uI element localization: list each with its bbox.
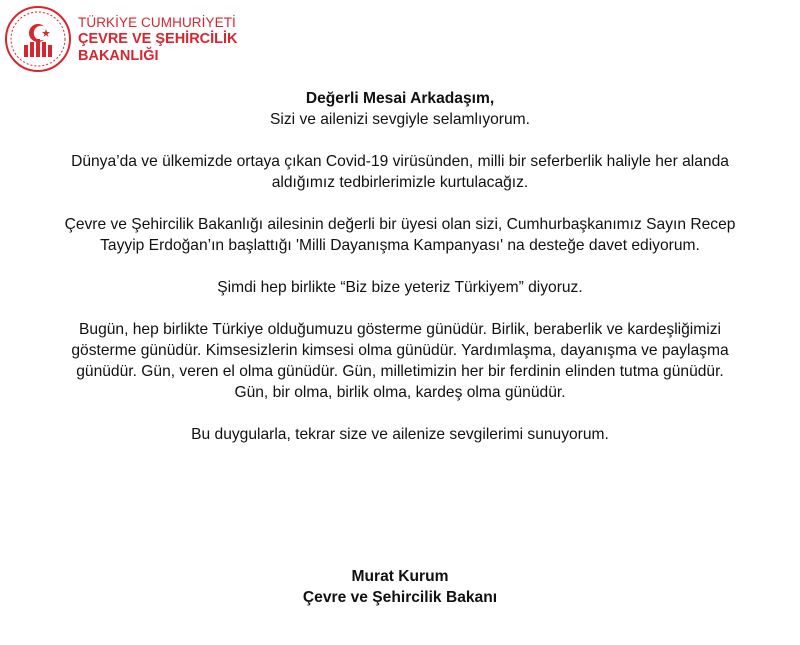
signatory-name: Murat Kurum — [351, 568, 449, 585]
letter-paragraph: Şimdi hep birlikte “Biz bize yeteriz Türkiyem” diyoruz. — [217, 279, 583, 296]
letter-body — [60, 88, 740, 466]
letter-salute: Sizi ve ailenizi sevgiyle selamlıyorum. — [270, 111, 530, 128]
signatory-title: Çevre ve Şehircilik Bakanı — [302, 589, 498, 606]
ministry-name — [78, 14, 238, 65]
logo-line-ministry: ÇEVRE VE ŞEHİRCİLİK — [78, 30, 238, 47]
letter-greeting: Değerli Mesai Arkadaşım, — [305, 90, 495, 107]
logo-line-republic: TÜRKİYE CUMHURİYETİ — [78, 14, 236, 30]
letter-paragraph: Dünya’da ve ülkemizde ortaya çıkan Covid-19 virüsünden, milli bir seferberlik haliyle her alanda aldığımız tedbirlerimizle kurtulacağız. — [71, 153, 729, 191]
letter-paragraph: Bugün, hep birlikte Türkiye olduğumuzu gösterme günüdür. Birlik, beraberlik ve kardeşliğimizi gösterme günüdür. Kimsesizlerin kimsesi olma günüdür. Yardımlaşma, dayanışma ve paylaşma günüdür. Gün, veren el olma günüdür. Gün, milletimizin her bir ferdinin elinden tutma günüdür. Gün, bir olma, birlik olma, kardeş olma günüdür. — [71, 321, 729, 401]
ministry-header — [4, 4, 238, 74]
ministry-emblem-icon — [4, 5, 72, 73]
letter-paragraph: Çevre ve Şehircilik Bakanlığı ailesinin değerli bir üyesi olan sizi, Cumhurbaşkanımız Sayın Recep Tayyip Erdoğan’ın başlattığı 'Milli Dayanışma Kampanyası' na desteğe davet ediyorum. — [64, 216, 736, 254]
logo-line-bakanligi: BAKANLIĞI — [78, 47, 159, 64]
letter-signature — [60, 566, 740, 608]
letter-paragraph: Bu duygularla, tekrar size ve ailenize sevgilerimi sunuyorum. — [191, 426, 609, 443]
